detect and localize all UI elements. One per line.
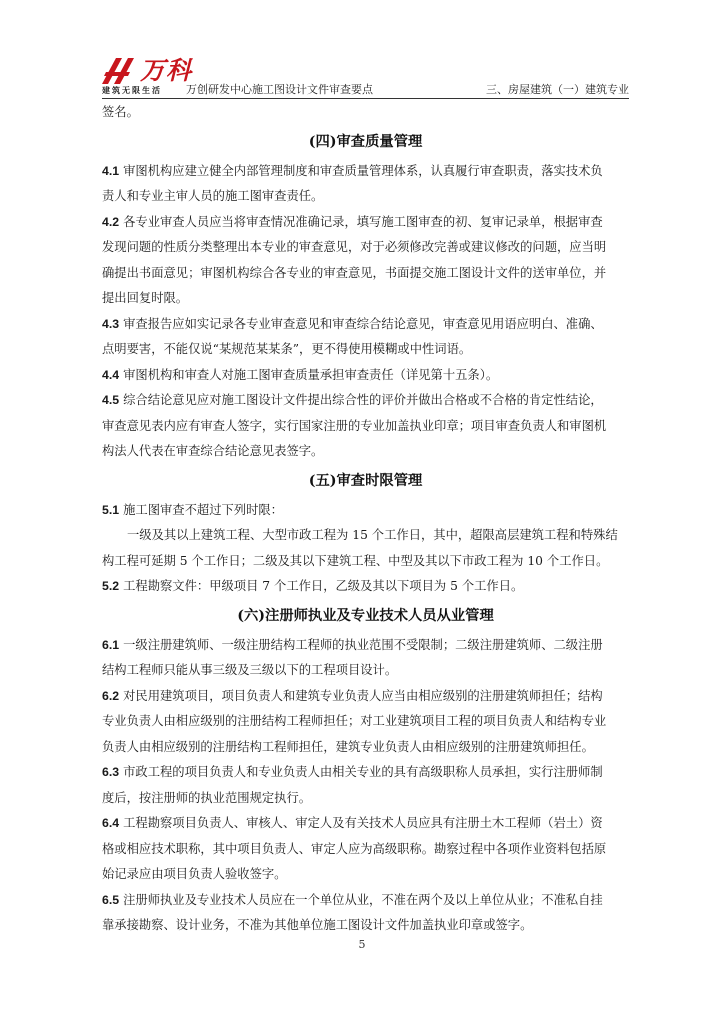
clause-text: 注册师执业及专业技术人员应在一个单位从业，不准在两个及以上单位从业；不准私自挂 [123, 892, 603, 907]
text-line [102, 439, 629, 465]
clause-paragraph [102, 811, 629, 888]
clause-paragraph [102, 363, 629, 389]
text-line [102, 633, 629, 659]
clause-paragraph [102, 633, 629, 684]
section-heading: (六)注册师执业及专业技术人员从业管理 [237, 607, 494, 624]
header-divider [102, 98, 629, 99]
clause-number: 6.4 [102, 816, 120, 830]
text-line [102, 523, 629, 549]
clause-number: 4.3 [102, 316, 120, 331]
text-line [102, 184, 629, 210]
text-line [102, 549, 629, 575]
clause-paragraph [102, 388, 629, 465]
continuation-text: 签名。 [102, 105, 139, 119]
text-line [102, 498, 629, 524]
clause-number: 5.1 [102, 502, 120, 517]
text-line [102, 888, 629, 914]
clause-text: 负责人由相应级别的注册结构工程师担任，建筑专业负责人由相应级别的注册建筑师担任。 [102, 739, 594, 754]
text-line [102, 235, 629, 261]
text-line [102, 159, 629, 185]
text-line [102, 312, 629, 338]
clause-text: 靠承接勘察、设计业务，不准为其他单位施工图设计文件加盖执业印章或签字。 [102, 918, 533, 932]
clause-paragraph [102, 210, 629, 312]
clause-paragraph [102, 523, 629, 574]
clause-text: 发现问题的性质分类整理出本专业的审查意见，对于必须修改完善或建议修改的问题，应当明 [102, 240, 607, 254]
text-line [102, 709, 629, 735]
clause-number: 4.4 [102, 367, 120, 382]
clause-text: 构工程可延期 5 个工作日；二级及其以下建筑工程、中型及其以下市政工程为 10 个工作日。 [102, 553, 609, 568]
clause-number: 5.2 [102, 579, 120, 593]
text-line [102, 684, 629, 710]
clause-number: 6.1 [102, 637, 120, 652]
clause-number: 4.1 [102, 163, 120, 178]
page-header [102, 56, 629, 100]
section-heading: (五)审查时限管理 [308, 472, 423, 489]
clause-text: 结构工程师只能从事三级及三级以下的工程项目设计。 [102, 663, 398, 677]
clause-text: 点明要害，不能仅说“某规范某某条”，更不得使用模糊或中性词语。 [102, 342, 472, 356]
clause-text: 责人和专业主审人员的施工图审查责任。 [102, 189, 324, 203]
clause-text: 一级注册建筑师、一级注册结构工程师的执业范围不受限制；二级注册建筑师、二级注册 [123, 637, 603, 652]
text-line [102, 837, 629, 863]
logo-slogan: 建筑无限生活 [102, 86, 162, 95]
document-body [102, 100, 629, 939]
clause-paragraph [102, 760, 629, 811]
clause-text: 专业负责人由相应级别的注册结构工程师担任；对工业建筑项目工程的项目负责人和结构专业 [102, 714, 607, 728]
clause-number: 6.3 [102, 765, 120, 779]
clause-text: 对民用建筑项目，项目负责人和建筑专业负责人应当由相应级别的注册建筑师担任；结构 [123, 688, 603, 703]
text-line [102, 363, 629, 389]
document-title: 万创研发中心施工图设计文件审查要点 [186, 83, 373, 96]
text-line [102, 210, 629, 236]
clause-number: 4.2 [102, 214, 120, 229]
clause-number: 4.5 [102, 393, 120, 407]
clause-text: 综合结论意见应对施工图设计文件提出综合性的评价并做出合格或不合格的肯定性结论， [123, 393, 603, 407]
text-line [102, 913, 629, 939]
text-line [102, 760, 629, 786]
logo-text: 万科 [140, 56, 193, 85]
clause-text: 度后，按注册师的执业范围规定执行。 [102, 790, 312, 805]
clause-text: 市政工程的项目负责人和专业负责人由相关专业的具有高级职称人员承担，实行注册师制 [123, 765, 603, 779]
vanke-logo-icon [102, 58, 134, 84]
clause-text: 一级及其以上建筑工程、大型市政工程为 15 个工作日，其中，超限高层建筑工程和特殊结 [127, 528, 618, 542]
text-line [102, 862, 629, 888]
clause-text: 提出回复时限。 [102, 291, 189, 305]
clause-text: 施工图审查不超过下列时限： [123, 502, 283, 517]
section-heading: (四)审查质量管理 [308, 133, 423, 150]
section-label: 三、房屋建筑（一）建筑专业 [486, 83, 629, 96]
clause-text: 格或相应技术职称，其中项目负责人、审定人应为高级职称。勘察过程中各项作业资料包括原 [102, 841, 607, 856]
text-line [102, 574, 629, 600]
clause-paragraph [102, 574, 629, 600]
clause-text: 各专业审查人员应当将审查情况准确记录，填写施工图审查的初、复审记录单，根据审查 [123, 214, 603, 229]
clause-text: 审查报告应如实记录各专业审查意见和审查综合结论意见，审查意见用语应明白、准确、 [123, 316, 603, 331]
text-line [102, 261, 629, 287]
text-line [102, 337, 629, 363]
clause-number: 6.5 [102, 892, 120, 907]
clause-text: 确提出书面意见；审图机构综合各专业的审查意见，书面提交施工图设计文件的送审单位，并 [102, 265, 607, 280]
clause-text: 工程勘察文件：甲级项目 7 个工作日，乙级及其以下项目为 5 个工作日。 [123, 579, 524, 593]
text-line [102, 735, 629, 761]
clause-text: 审图机构应建立健全内部管理制度和审查质量管理体系，认真履行审查职责，落实技术负 [123, 163, 603, 178]
text-line [102, 811, 629, 837]
clause-text: 审查意见表内应有审查人签字，实行国家注册的专业加盖执业印章；项目审查负责人和审图机 [102, 418, 607, 433]
clause-paragraph [102, 159, 629, 210]
clause-text: 工程勘察项目负责人、审核人、审定人及有关技术人员应具有注册土木工程师（岩土）资 [123, 816, 603, 830]
page-number: 5 [358, 938, 366, 951]
text-line [102, 786, 629, 812]
clause-text: 构法人代表在审查综合结论意见表签字。 [102, 444, 324, 458]
text-line [102, 286, 629, 312]
text-line [102, 388, 629, 414]
clause-paragraph [102, 888, 629, 939]
text-line [102, 658, 629, 684]
clause-paragraph [102, 498, 629, 524]
clause-paragraph [102, 312, 629, 363]
clause-text: 审图机构和审查人对施工图审查质量承担审查责任（详见第十五条）。 [123, 367, 499, 382]
text-line [102, 414, 629, 440]
clause-paragraph [102, 684, 629, 761]
clause-text: 始记录应由项目负责人验收签字。 [102, 867, 287, 881]
clause-number: 6.2 [102, 688, 120, 703]
